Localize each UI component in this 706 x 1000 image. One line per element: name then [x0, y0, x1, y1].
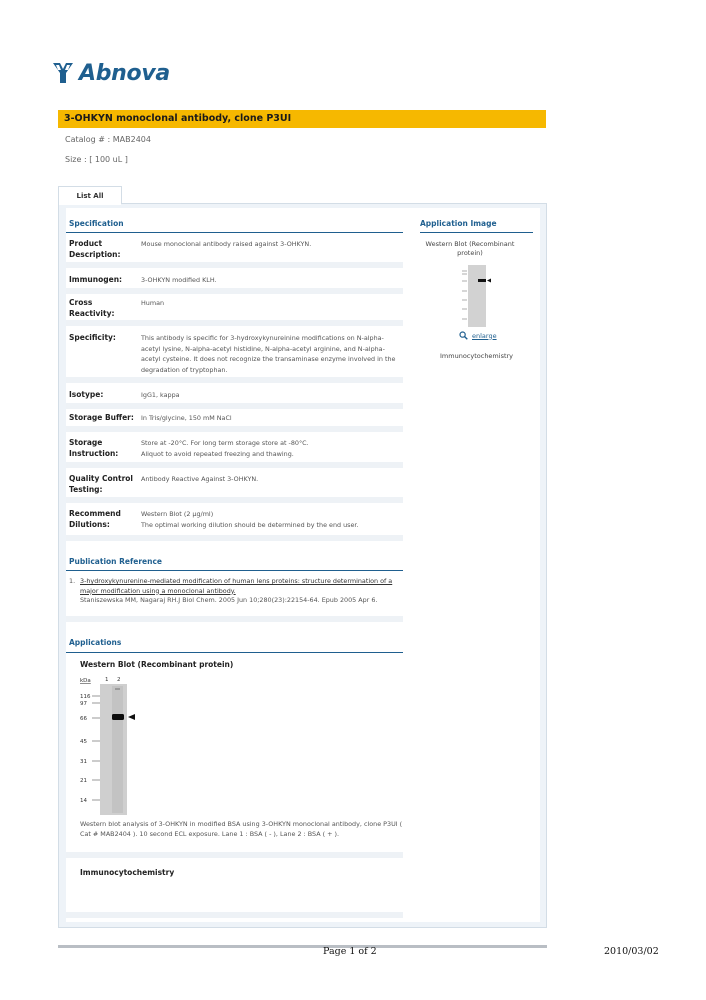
- catalog-number: Catalog # : MAB2404: [65, 135, 151, 144]
- product-size: Size : [ 100 uL ]: [65, 155, 128, 164]
- application-image-icc-label: Immunocytochemistry: [440, 352, 514, 360]
- spec-label-immunogen: Immunogen:: [69, 275, 123, 284]
- blot-lane-1: 1: [105, 677, 109, 683]
- spec-value-storage-buffer: In Tris/glycine, 150 mM NaCl: [141, 414, 232, 422]
- spec-label-recommend-dilutions: Recommend Dilutions:: [69, 509, 121, 529]
- spec-label-cross-reactivity: Cross Reactivity:: [69, 298, 115, 318]
- applications-title: Applications: [69, 638, 122, 647]
- spec-value-recommend-dilutions: Western Blot (2 µg/ml): [141, 510, 214, 518]
- blot-marker-31: 31: [80, 759, 87, 765]
- row-separator: [66, 320, 403, 326]
- spec-value-immunogen: 3-OHKYN modified KLH.: [141, 276, 217, 284]
- row-separator: [66, 377, 403, 383]
- row-separator: [66, 426, 403, 432]
- spec-value-isotype: IgG1, kappa: [141, 391, 180, 399]
- application-image-title: Application Image: [420, 219, 497, 228]
- publication-rule: [66, 570, 403, 571]
- blot-marker-66: 66: [80, 716, 87, 722]
- western-blot-image: [78, 673, 158, 816]
- tab-list-all[interactable]: List All: [58, 186, 122, 204]
- row-separator: [66, 403, 403, 409]
- row-separator: [66, 852, 403, 858]
- application-image-rule: [420, 232, 533, 233]
- spec-label-specificity: Specificity:: [69, 333, 116, 342]
- row-separator: [66, 497, 403, 503]
- application-image-caption: Western Blot (Recombinant protein): [425, 240, 515, 257]
- footer-page-number: Page 1 of 2: [323, 946, 377, 957]
- enlarge-text[interactable]: enlarge: [472, 331, 497, 340]
- row-separator: [66, 912, 403, 918]
- tab-cover: [59, 202, 121, 205]
- western-blot-caption: Western blot analysis of 3-OHKYN in modified BSA using 3-OHKYN monoclonal antibody, clone P3UI ( Cat # MAB2404 ). 10 second ECL exposure. Lane 1 : BSA ( - ), Lane 2 : BSA ( + ).: [80, 820, 403, 838]
- blot-lane-2: 2: [117, 677, 121, 683]
- blot-marker-14: 14: [80, 798, 87, 804]
- blot-marker-97: 97: [80, 701, 87, 707]
- publication-number: 1.: [69, 577, 76, 585]
- spec-label-isotype: Isotype:: [69, 390, 104, 399]
- spec-label-storage-buffer: Storage Buffer:: [69, 413, 134, 422]
- blot-marker-116: 116: [80, 694, 91, 700]
- specification-rule: [66, 232, 403, 233]
- spec-value-cross-reactivity: Human: [141, 299, 165, 307]
- spec-value-quality-control: Antibody Reactive Against 3-OHKYN.: [141, 475, 259, 483]
- magnifier-icon: [459, 331, 468, 340]
- abnova-y-molecule-icon: [50, 60, 76, 86]
- spec-label-storage-instruction: Storage Instruction:: [69, 438, 119, 458]
- spec-value-storage-instruction-2: Aliquot to avoid repeated freezing and thawing.: [141, 450, 294, 458]
- publication-item: [69, 577, 403, 606]
- product-title-bar: [58, 110, 546, 128]
- spec-label-quality-control: Quality Control Testing:: [69, 474, 134, 494]
- row-separator: [66, 288, 403, 294]
- row-separator: [66, 616, 403, 622]
- enlarge-link[interactable]: [459, 331, 497, 340]
- publication-citation: Staniszewska MM, Nagaraj RH.J Biol Chem. 2005 Jun 10;280(23):22154-64. Epub 2005 Apr 6.: [80, 596, 378, 604]
- product-title: 3-OHKYN monoclonal antibody, clone P3UI: [64, 113, 292, 124]
- abnova-logo[interactable]: [50, 58, 170, 88]
- publication-title: Publication Reference: [69, 557, 162, 566]
- western-blot-thumbnail[interactable]: [456, 263, 492, 327]
- applications-rule: [66, 652, 403, 653]
- blot-marker-21: 21: [80, 778, 87, 784]
- spec-value-storage-instruction: Store at -20°C. For long term storage store at -80°C.: [141, 439, 309, 447]
- row-separator: [66, 535, 403, 541]
- western-blot-title: Western Blot (Recombinant protein): [80, 660, 234, 669]
- specification-title: Specification: [69, 219, 124, 228]
- spec-label-product-description: Product Description:: [69, 239, 121, 259]
- footer-rule: [58, 945, 547, 948]
- immunocytochemistry-title: Immunocytochemistry: [80, 868, 175, 877]
- footer-date: 2010/03/02: [604, 946, 659, 957]
- spec-value-product-description: Mouse monoclonal antibody raised against 3-OHKYN.: [141, 240, 312, 248]
- blot-unit-label: kDa: [80, 678, 91, 684]
- spec-value-recommend-dilutions-2: The optimal working dilution should be determined by the end user.: [141, 521, 359, 529]
- publication-link[interactable]: 3-hydroxykynurenine-mediated modification of human lens proteins: structure determination of a major modification using a monoclonal antibody.: [80, 577, 393, 595]
- row-separator: [66, 262, 403, 268]
- spec-value-specificity: This antibody is specific for 3-hydroxykynureinine modifications on N-alpha-acetyl lysine, N-alpha-acetyl histidine, N-alpha-acetyl arginine, and N-alpha-acetyl cysteine. It does not recognize the transaminase enzyme involved in the degradation of tryptophan.: [141, 334, 396, 374]
- blot-marker-45: 45: [80, 739, 87, 745]
- brand-name: Abnova: [79, 60, 170, 86]
- row-separator: [66, 462, 403, 468]
